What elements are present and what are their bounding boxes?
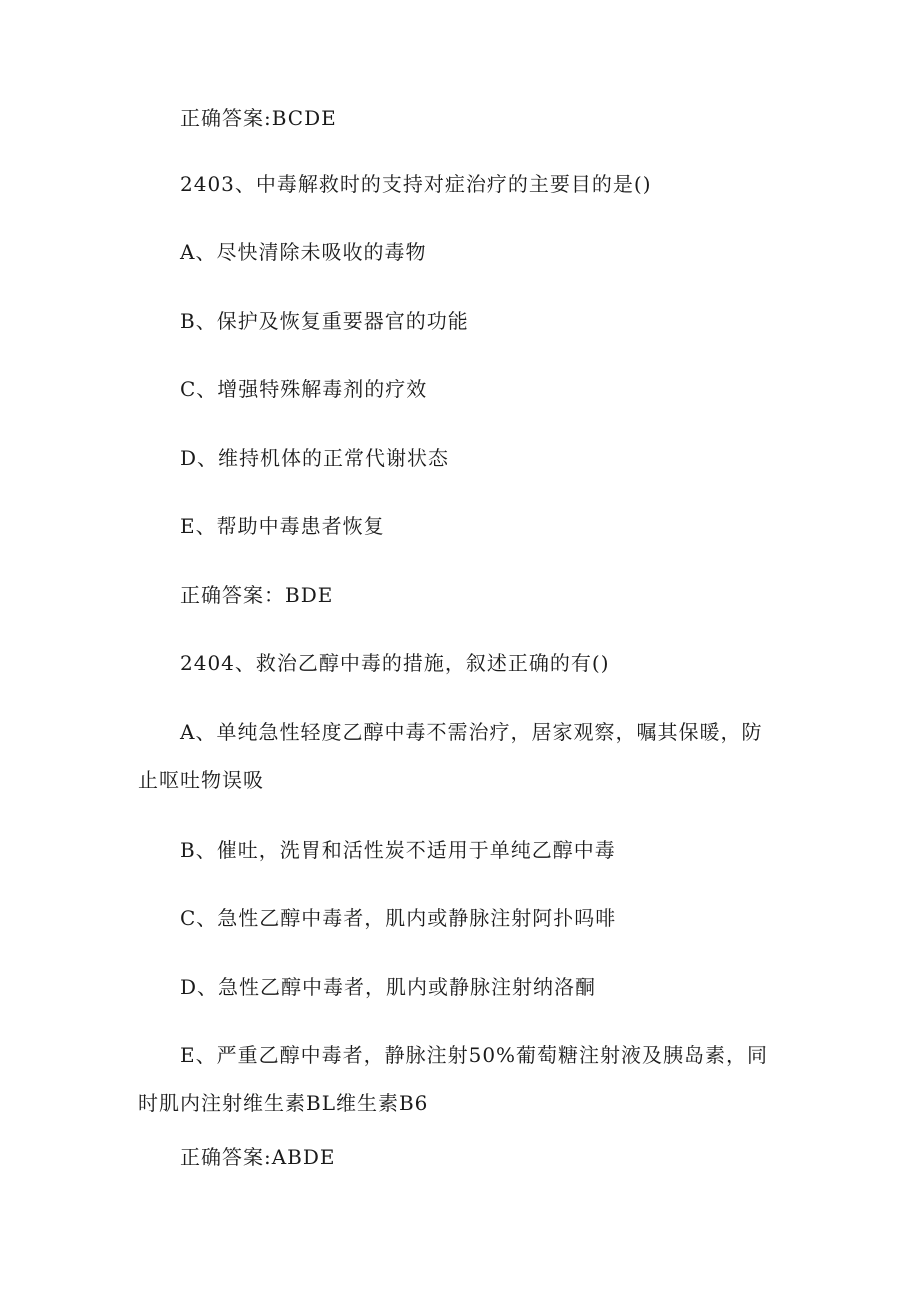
option-e-2403: E、帮助中毒患者恢复 (180, 514, 385, 538)
question-stem-2403: 2403、中毒解救时的支持对症治疗的主要目的是() (180, 172, 652, 196)
option-a-2404: A、单纯急性轻度乙醇中毒不需治疗，居家观察，嘱其保暖，防止呕吐物误吸 (138, 720, 763, 792)
option-d-2403: D、维持机体的正常代谢状态 (180, 446, 450, 470)
option-d-2404: D、急性乙醇中毒者，肌内或静脉注射纳洛酮 (180, 975, 597, 999)
option-a-2403: A、尽快清除未吸收的毒物 (180, 240, 427, 264)
answer-line-2404: 正确答案:ABDE (180, 1145, 336, 1169)
option-b-2404: B、催吐，洗胃和活性炭不适用于单纯乙醇中毒 (180, 838, 616, 862)
answer-line-2402: 正确答案:BCDE (180, 106, 337, 130)
option-b-2403: B、保护及恢复重要器官的功能 (180, 309, 469, 333)
option-e-2404: E、严重乙醇中毒者，静脉注射50%葡萄糖注射液及胰岛素，同时肌内注射维生素BL维生素B6 (138, 1043, 769, 1115)
answer-line-2403: 正确答案：BDE (180, 583, 334, 607)
option-c-2404: C、急性乙醇中毒者，肌内或静脉注射阿扑吗啡 (180, 906, 617, 930)
option-c-2403: C、增强特殊解毒剂的疗效 (180, 377, 428, 401)
question-stem-2404: 2404、救治乙醇中毒的措施，叙述正确的有() (180, 651, 610, 675)
